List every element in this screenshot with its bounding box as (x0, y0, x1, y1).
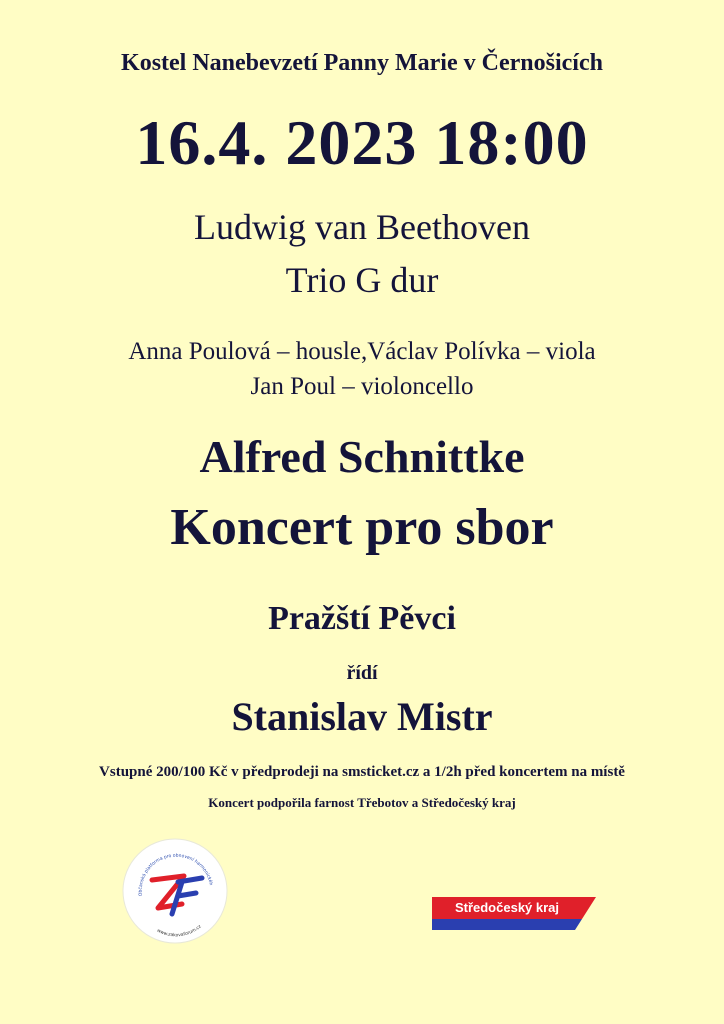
performers-line-1: Anna Poulová – housle,Václav Polívka – viola (128, 338, 596, 365)
conductor-label: řídí (346, 662, 378, 684)
performers-line-2: Jan Poul – violoncello (250, 373, 474, 400)
composer-schnittke: Alfred Schnittke (199, 431, 525, 482)
support-info: Koncert podpořila farnost Třebotov a Středočeský kraj (208, 795, 516, 810)
work-concerto: Koncert pro sbor (170, 499, 554, 556)
zf-logo (122, 838, 228, 944)
choir-name: Pražští Pěvci (268, 600, 456, 637)
concert-datetime: 16.4. 2023 18:00 (135, 107, 589, 178)
zf-logo-url: www.zakovaforum.cz (155, 924, 203, 939)
stredocesky-kraj-logo (432, 897, 596, 931)
venue-title: Kostel Nanebevzetí Panny Marie v Černošicích (121, 50, 603, 76)
work-trio: Trio G dur (285, 260, 439, 300)
admission-info: Vstupné 200/100 Kč v předprodeji na smsticket.cz a 1/2h před koncertem na místě (99, 764, 625, 780)
kraj-logo-text: Středočeský kraj (454, 900, 560, 915)
conductor-name: Stanislav Mistr (231, 694, 493, 739)
composer-beethoven: Ludwig van Beethoven (194, 207, 530, 247)
zf-logo-arc-text: Občanská platforma pro obnovení harmonickéh (138, 853, 213, 897)
zf-logo-graphic (122, 838, 228, 944)
